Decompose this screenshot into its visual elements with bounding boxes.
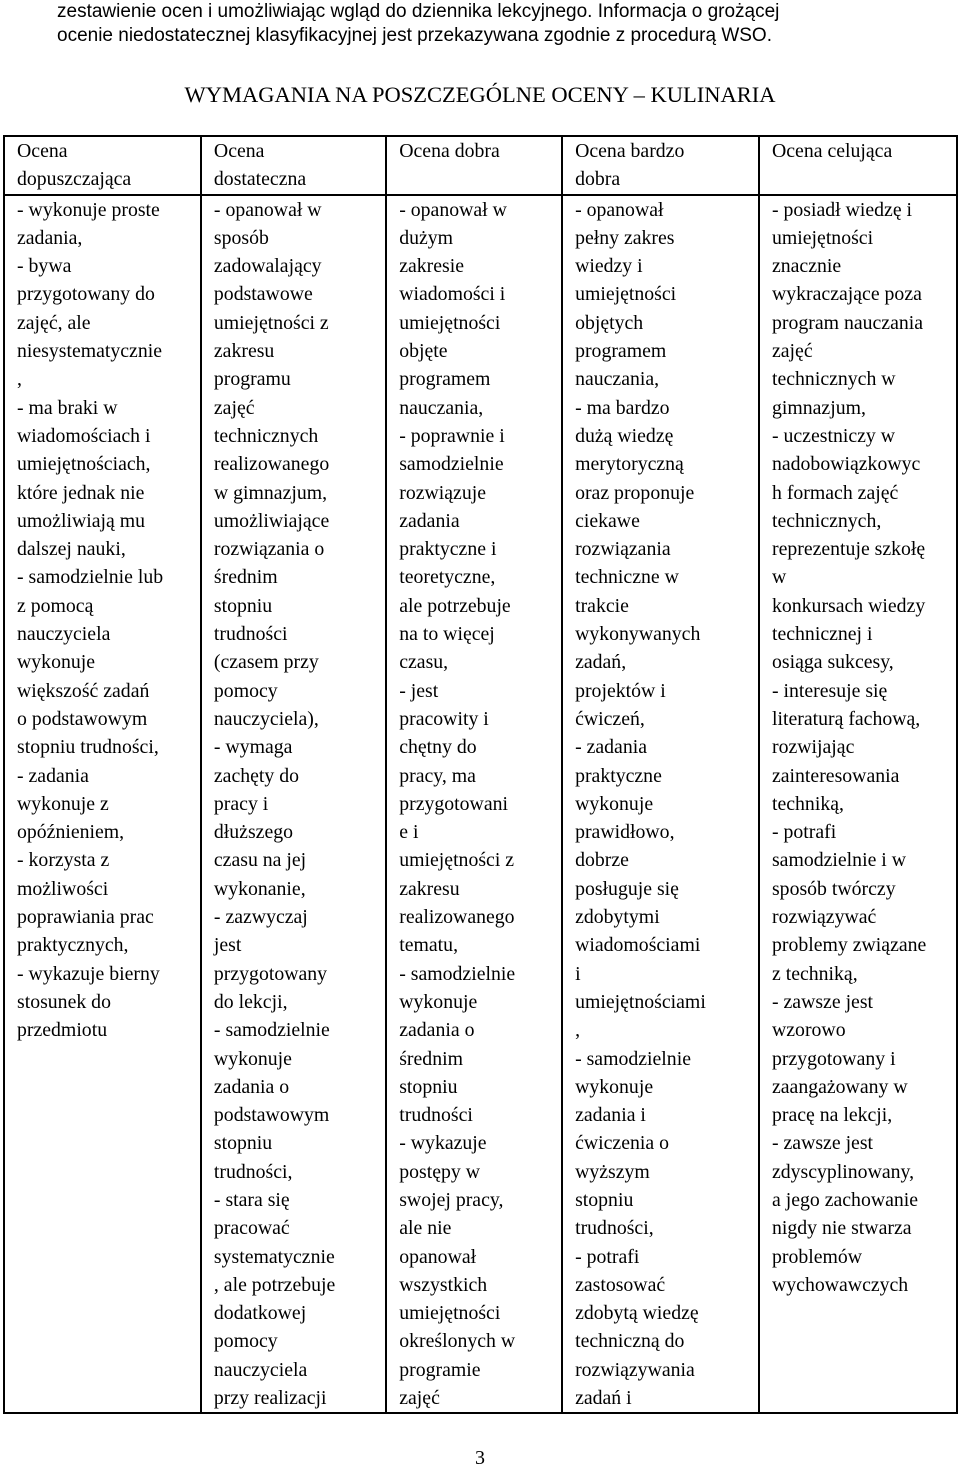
cell-dostateczna: - opanował w sposób zadowalający podstawowe umiejętności z zakresu programu zajęć technicznych realizowanego w gimnazjum, umożliwiające rozwiązania o średnim stopniu trudności (czasem przy pomocy nauczyciela), - wymaga zachęty do pracy i dłuższego czasu na jej wykonanie, - zazwyczaj jest przygotowany do lekcji, - samodzielnie wykonuje zadania o podstawowym stopniu trudności, - stara się pracować systematycznie , ale potrzebuje dodatkowej pomocy nauczyciela przy realizacji bbox=[201, 195, 386, 1414]
table-row bbox=[4, 195, 957, 1414]
cell-celujaca: - posiadł wiedzę i umiejętności znacznie wykraczające poza program nauczania zajęć technicznych w gimnazjum, - uczestniczy w nadobowiązkowyc h formach zajęć technicznych, reprezentuje szkołę w konkursach wiedzy technicznej i osiąga sukcesy, - interesuje się literaturą fachową, rozwijając zainteresowania techniką, - potrafi samodzielnie i w sposób twórczy rozwiązywać problemy związane z techniką, - zawsze jest wzorowo przygotowany i zaangażowany w pracę na lekcji, - zawsze jest zdyscyplinowany, a jego zachowanie nigdy nie stwarza problemów wychowawczych bbox=[759, 195, 957, 1414]
table-header-row bbox=[4, 136, 957, 195]
page-heading: WYMAGANIA NA POSZCZEGÓLNE OCENY – KULINARIA bbox=[184, 82, 776, 107]
header-ocena-dopuszczajaca: Ocena dopuszczająca bbox=[4, 136, 201, 195]
intro-line-2: ocenie niedostatecznej klasyfikacyjnej jest przekazywana zgodnie z procedurą WSO. bbox=[57, 25, 772, 46]
intro-line-1: zestawienie ocen i umożliwiając wgląd do dziennika lekcyjnego. Informacja o grożącej bbox=[57, 1, 780, 22]
header-ocena-dobra: Ocena dobra bbox=[386, 136, 562, 195]
grade-requirements-table bbox=[3, 135, 958, 1414]
header-ocena-celujaca: Ocena celująca bbox=[759, 136, 957, 195]
cell-dopuszczajaca: - wykonuje proste zadania, - bywa przygotowany do zajęć, ale niesystematycznie , - ma braki w wiadomościach i umiejętnościach, które jednak nie umożliwiają mu dalszej nauki, - samodzielnie lub z pomocą nauczyciela wykonuje większość zadań o podstawowym stopniu trudności, - zadania wykonuje z opóźnieniem, - korzysta z możliwości poprawiania prac praktycznych, - wykazuje bierny stosunek do przedmiotu bbox=[4, 195, 201, 1414]
cell-bardzo-dobra: - opanował pełny zakres wiedzy i umiejętności objętych programem nauczania, - ma bardzo dużą wiedzę merytoryczną oraz proponuje ciekawe rozwiązania techniczne w trakcie wykonywanych zadań, projektów i ćwiczeń, - zadania praktyczne wykonuje prawidłowo, dobrze posługuje się zdobytymi wiadomościami i umiejętnościami , - samodzielnie wykonuje zadania i ćwiczenia o wyższym stopniu trudności, - potrafi zastosować zdobytą wiedzę techniczną do rozwiązywania zadań i bbox=[562, 195, 759, 1414]
header-ocena-bardzo-dobra: Ocena bardzo dobra bbox=[562, 136, 759, 195]
intro-paragraph bbox=[57, 0, 937, 48]
cell-dobra: - opanował w dużym zakresie wiadomości i umiejętności objęte programem nauczania, - poprawnie i samodzielnie rozwiązuje zadania praktyczne i teoretyczne, ale potrzebuje na to więcej czasu, - jest pracowity i chętny do pracy, ma przygotowani e i umiejętności z zakresu realizowanego tematu, - samodzielnie wykonuje zadania o średnim stopniu trudności - wykazuje postępy w swojej pracy, ale nie opanował wszystkich umiejętności określonych w programie zajęć bbox=[386, 195, 562, 1414]
page-number: 3 bbox=[475, 1447, 485, 1469]
header-ocena-dostateczna: Ocena dostateczna bbox=[201, 136, 386, 195]
